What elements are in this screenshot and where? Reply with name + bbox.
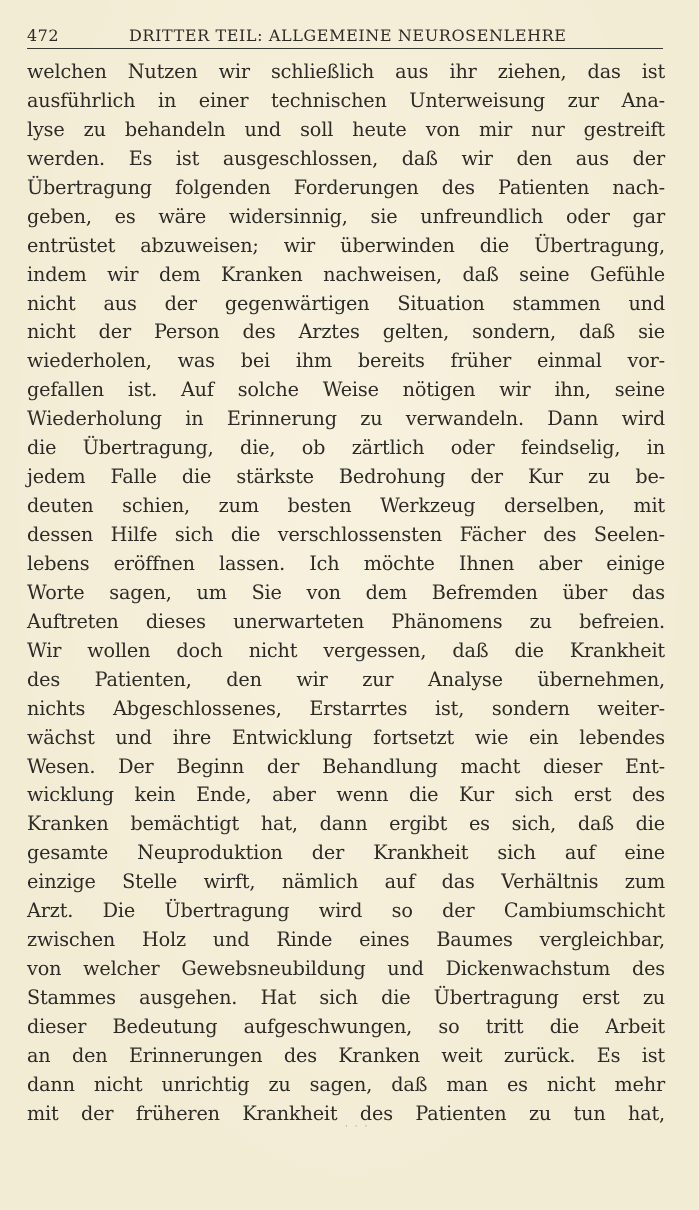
text-line: dann nicht unrichtig zu sagen, daß man es nicht mehr bbox=[27, 1072, 665, 1096]
running-head-title: DRITTER TEIL: ALLGEMEINE NEUROSENLEHRE bbox=[129, 26, 567, 45]
text-line: lyse zu behandeln und soll heute von mir nur gestreift bbox=[27, 117, 665, 141]
text-line: entrüstet abzuweisen; wir überwinden die Übertragung, bbox=[27, 233, 665, 257]
text-line: deuten schien, zum besten Werkzeug derselben, mit bbox=[27, 494, 665, 518]
text-line: ausführlich in einer technischen Unterweisung zur Ana- bbox=[27, 88, 665, 112]
text-line: Auftreten dieses unerwarteten Phänomens zu befreien. bbox=[27, 609, 665, 633]
text-line: gefallen ist. Auf solche Weise nötigen wir ihn, seine bbox=[27, 378, 665, 402]
text-line: wächst und ihre Entwicklung fortsetzt wie ein lebendes bbox=[27, 725, 665, 749]
text-line: dessen Hilfe sich die verschlossensten Fächer des Seelen- bbox=[27, 523, 665, 546]
header-rule bbox=[27, 48, 663, 49]
text-line: Wesen. Der Beginn der Behandlung macht dieser Ent- bbox=[27, 754, 665, 778]
text-line: zwischen Holz und Rinde eines Baumes vergleichbar, bbox=[27, 928, 665, 952]
print-mark: · · · bbox=[345, 1122, 370, 1132]
text-line: von welcher Gewebsneubildung und Dickenwachstum des bbox=[27, 957, 665, 981]
text-line: Wir wollen doch nicht vergessen, daß die Krankheit bbox=[27, 638, 665, 662]
text-line: mit der früheren Krankheit des Patienten zu tun hat, bbox=[27, 1101, 665, 1125]
body-text bbox=[27, 58, 665, 1129]
text-line: einzige Stelle wirft, nämlich auf das Verhältnis zum bbox=[27, 870, 665, 894]
text-line: Übertragung folgenden Forderungen des Patienten nach- bbox=[27, 175, 665, 199]
text-line: an den Erinnerungen des Kranken weit zurück. Es ist bbox=[27, 1043, 665, 1067]
text-line: jedem Falle die stärkste Bedrohung der Kur zu be- bbox=[27, 465, 665, 489]
text-line: gesamte Neuproduktion der Krankheit sich auf eine bbox=[27, 841, 665, 865]
text-line: wiederholen, was bei ihm bereits früher einmal vor- bbox=[27, 349, 665, 373]
text-line: Kranken bemächtigt hat, dann ergibt es sich, daß die bbox=[27, 812, 665, 836]
text-line: werden. Es ist ausgeschlossen, daß wir den aus der bbox=[27, 146, 665, 170]
page-number: 472 bbox=[27, 26, 60, 45]
text-line: welchen Nutzen wir schließlich aus ihr ziehen, das ist bbox=[27, 60, 665, 83]
text-line: lebens eröffnen lassen. Ich möchte Ihnen aber einige bbox=[27, 551, 665, 575]
running-head bbox=[27, 22, 663, 50]
text-line: nichts Abgeschlossenes, Erstarrtes ist, sondern weiter- bbox=[27, 696, 665, 720]
text-line: wicklung kein Ende, aber wenn die Kur sich erst des bbox=[27, 783, 665, 807]
text-line: geben, es wäre widersinnig, sie unfreundlich oder gar bbox=[27, 204, 665, 228]
text-line: des Patienten, den wir zur Analyse übernehmen, bbox=[27, 667, 665, 691]
text-line: Wiederholung in Erinnerung zu verwandeln. Dann wird bbox=[27, 407, 665, 431]
text-line: Arzt. Die Übertragung wird so der Cambiumschicht bbox=[27, 899, 665, 923]
text-line: indem wir dem Kranken nachweisen, daß seine Gefühle bbox=[27, 262, 665, 286]
text-line: Worte sagen, um Sie von dem Befremden über das bbox=[27, 580, 665, 604]
text-line: die Übertragung, die, ob zärtlich oder feindselig, in bbox=[27, 436, 665, 460]
text-line: dieser Bedeutung aufgeschwungen, so tritt die Arbeit bbox=[27, 1014, 665, 1038]
text-line: nicht der Person des Arztes gelten, sondern, daß sie bbox=[27, 320, 665, 344]
text-line: nicht aus der gegenwärtigen Situation stammen und bbox=[27, 291, 665, 315]
text-line: Stammes ausgehen. Hat sich die Übertragung erst zu bbox=[27, 986, 665, 1009]
